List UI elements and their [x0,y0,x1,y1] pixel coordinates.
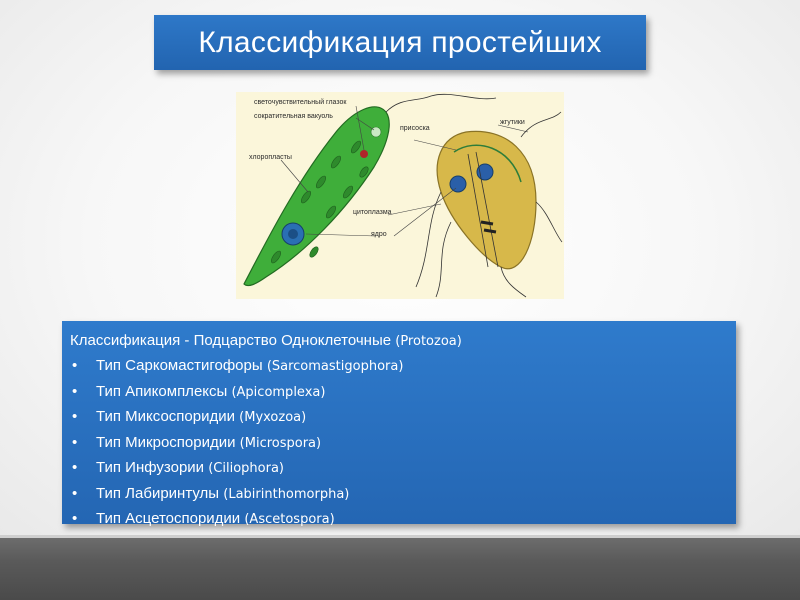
list-item [70,507,726,533]
label-chloroplasts: хлоропласты [249,154,292,161]
giardia-flagellum-3 [501,267,526,297]
bullet: • [72,433,78,451]
giardia-nucleus-right [477,164,493,180]
list-item [70,354,726,380]
label-contractile-vacuole: сократительная вакуоль [254,113,333,120]
giardia-nucleus-left [450,176,466,192]
slide-title: Классификация простейших [198,25,602,59]
phylum-latin: (Microspora) [239,435,322,451]
phylum-latin: (Apicomplexa) [231,384,326,400]
phylum-latin: (Sarcomastigophora) [266,359,404,374]
giardia-body [437,131,536,268]
heading-text: Классификация - Подцарство Одноклеточные [70,332,392,349]
protozoa-illustration [236,92,564,299]
phylum-list [70,354,726,533]
phylum-name: Тип Инфузории [96,459,205,476]
euglena-flagellum [386,94,496,112]
heading-latin: (Protozoa) [395,334,462,349]
phylum-name: Тип Микроспоридии [96,433,236,451]
label-nucleus: ядро [371,231,387,238]
list-item [70,456,726,482]
floor-strip [0,535,800,600]
protozoa-drawing [236,92,564,299]
giardia-flagellum-5 [436,222,451,297]
bullet: • [72,382,78,400]
list-item [70,405,726,431]
list-item [70,380,726,406]
title-box [154,15,646,70]
giardia-flagellum-4 [416,192,441,287]
label-eyespot: светочувствительный глазок [254,99,347,106]
phylum-name: Тип Лабиринтулы [96,484,220,502]
classification-box [62,321,736,527]
phylum-latin: (Ciliophora) [208,461,284,476]
bullet: • [72,357,78,374]
phylum-latin: (Labirinthomorpha) [223,486,350,502]
bullet: • [72,484,78,502]
list-item [70,482,726,508]
euglena-body [244,107,389,286]
bullet: • [72,408,78,425]
euglena-nucleolus [288,229,298,239]
contractile-vacuole [371,127,381,137]
label-cytoplasm: цитоплазма [353,209,392,216]
classification-heading [70,329,726,354]
phylum-name: Тип Апикомплексы [96,382,228,400]
phylum-latin: (Myxozoa) [239,410,307,425]
phylum-name: Тип Миксоспоридии [96,408,235,425]
list-item [70,431,726,457]
bullet: • [72,459,78,476]
eyespot [360,150,368,158]
giardia-flagellum-2 [536,202,562,242]
giardia-flagellum-1 [521,112,561,137]
phylum-latin: (Ascetospora) [244,512,335,527]
bullet: • [72,510,78,527]
phylum-name: Тип Саркомастигофоры [96,357,263,374]
phylum-name: Тип Асцетоспоридии [96,510,241,527]
label-sucker: присоска [400,125,430,132]
label-flagella: жгутики [500,119,525,126]
